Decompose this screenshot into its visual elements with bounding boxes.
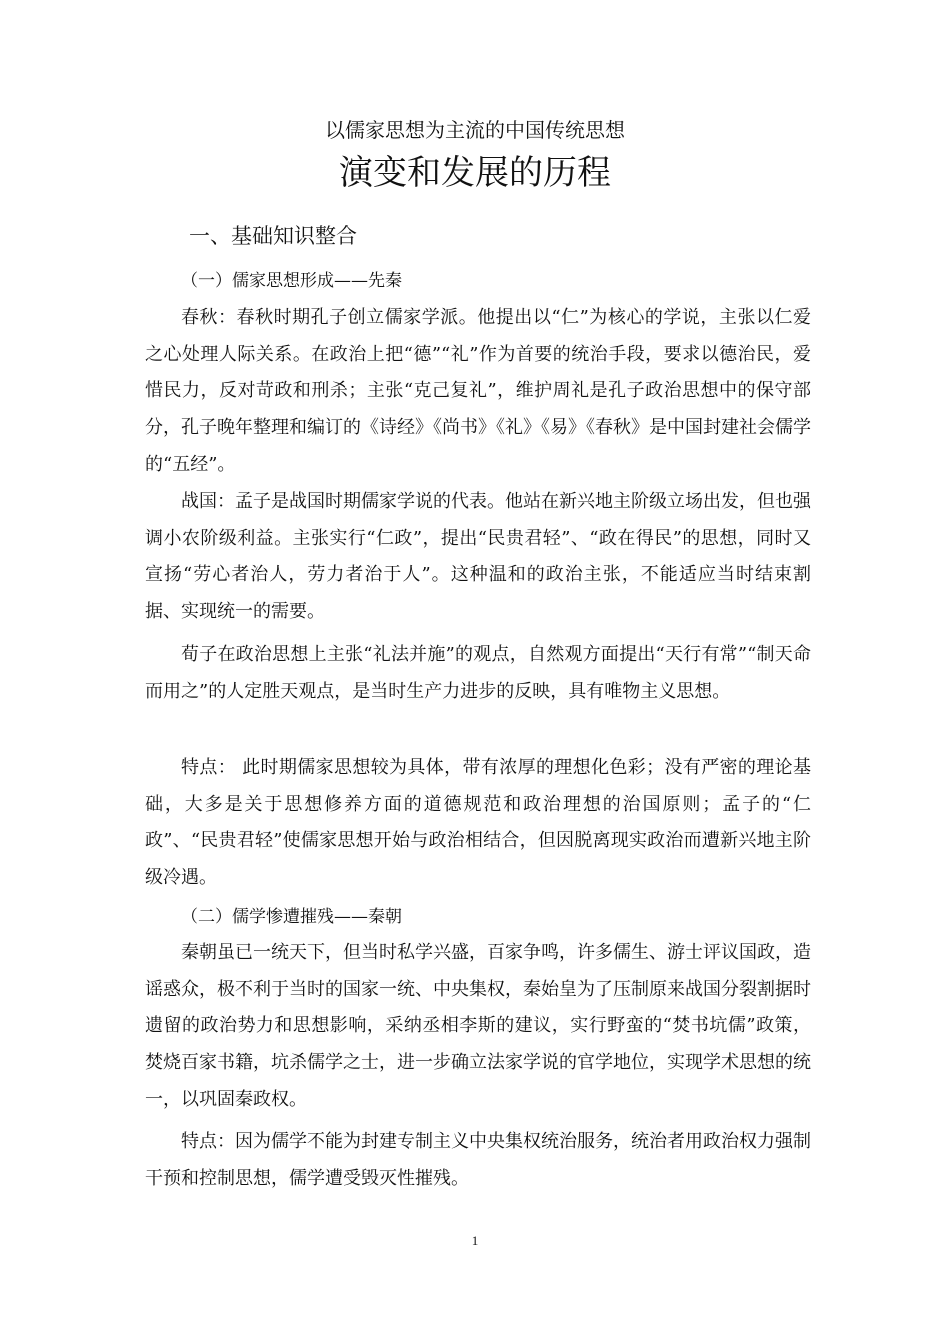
paragraph-features-pre-qin: 特点： 此时期儒家思想较为具体，带有浓厚的理想化色彩；没有严密的理论基础，大多是关于思想修养方面的道德规范和政治理想的治国原则；孟子的“仁政”、“民贵君轻”使儒家思想开始与政治相结合，但因脱离现实政治而遭新兴地主阶级冷遇。 <box>145 757 811 889</box>
paragraph-warring-states: 战国：孟子是战国时期儒家学说的代表。他站在新兴地主阶级立场出发，但也强调小农阶级利益。主张实行“仁政”，提出“民贵君轻”、“政在得民”的思想，同时又宣扬“劳心者治人，劳力者治于人”。这种温和的政治主张，不能适应当时结束割据、实现统一的需要。 <box>145 491 811 623</box>
document-subtitle: 以儒家思想为主流的中国传统思想 <box>325 118 625 142</box>
page-number: 1 <box>471 1233 479 1248</box>
paragraph-xunzi: 荀子在政治思想上主张“礼法并施”的观点，自然观方面提出“天行有常”“制天命而用之”的人定胜天观点，是当时生产力进步的反映，具有唯物主义思想。 <box>145 644 811 702</box>
document-title: 演变和发展的历程 <box>339 153 611 193</box>
paragraph-features-qin: 特点：因为儒学不能为封建专制主义中央集权统治服务，统治者用政治权力强制干预和控制思想，儒学遭受毁灭性摧残。 <box>145 1131 811 1189</box>
section-heading-1: 一、基础知识整合 <box>189 224 357 248</box>
subsection-heading-1: （一）儒家思想形成——先秦 <box>181 271 402 291</box>
paragraph-spring-autumn: 春秋：春秋时期孔子创立儒家学派。他提出以“仁”为核心的学说，主张以仁爱之心处理人际关系。在政治上把“德”“礼”作为首要的统治手段，要求以德治民，爱惜民力，反对苛政和刑杀；主张“克己复礼”，维护周礼是孔子政治思想中的保守部分，孔子晚年整理和编订的《诗经》《尚书》《礼》《易》《春秋》是中国封建社会儒学的“五经”。 <box>145 307 811 475</box>
paragraph-qin-dynasty: 秦朝虽已一统天下，但当时私学兴盛，百家争鸣，许多儒生、游士评议国政，造谣惑众，极不利于当时的国家一统、中央集权，秦始皇为了压制原来战国分裂割据时遗留的政治势力和思想影响，采纳丞相李斯的建议，实行野蛮的“焚书坑儒”政策，焚烧百家书籍，坑杀儒学之士，进一步确立法家学说的官学地位，实现学术思想的统一，以巩固秦政权。 <box>145 942 811 1110</box>
subsection-heading-2: （二）儒学惨遭摧残——秦朝 <box>181 907 402 927</box>
